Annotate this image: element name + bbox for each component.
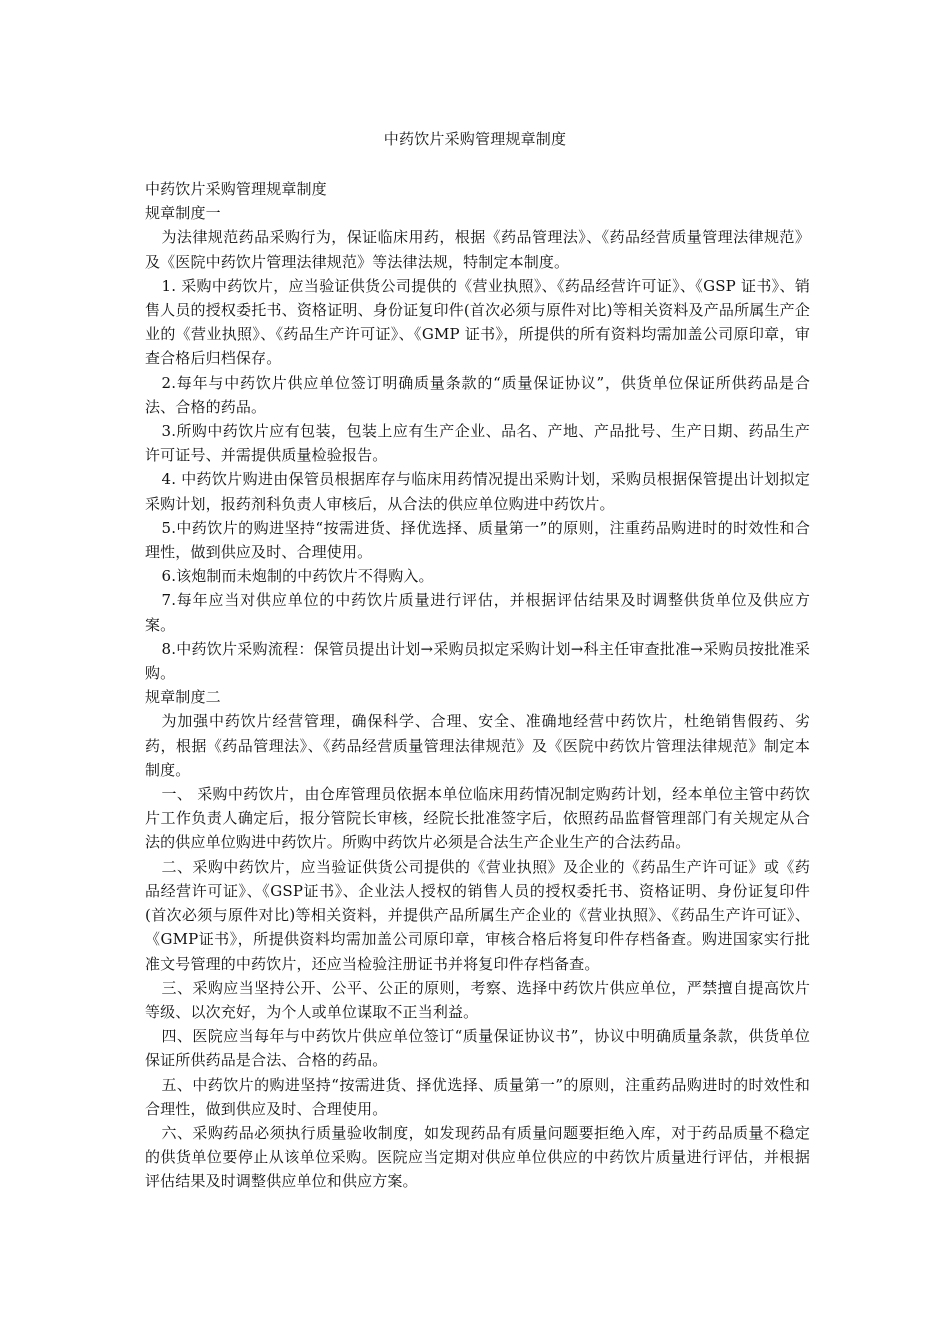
- paragraph: 五、中药饮片的购进坚持“按需进货、择优选择、质量第一”的原则，注重药品购进时的时效性和合理性，做到供应及时、合理使用。: [145, 1075, 810, 1118]
- paragraph: 为加强中药饮片经营管理，确保科学、合理、安全、准确地经营中药饮片，杜绝销售假药、劣药，根据《药品管理法》、《药品经营质量管理法律规范》及《医院中药饮片管理法律规范》制定本制度。: [145, 712, 810, 779]
- document-body: [145, 177, 810, 1194]
- paragraph: 四、医院应当每年与中药饮片供应单位签订“质量保证协议书”，协议中明确质量条款，供货单位保证所供药品是合法、合格的药品。: [145, 1027, 810, 1070]
- section-heading: 规章制度一: [145, 204, 221, 223]
- paragraph: 一、 采购中药饮片，由仓库管理员依据本单位临床用药情况制定购药计划，经本单位主管中药饮片工作负责人确定后，报分管院长审核，经院长批准签字后，依照药品监督管理部门有关规定从合法的供应单位购进中药饮片。所购中药饮片必须是合法生产企业生产的合法药品。: [145, 785, 810, 852]
- paragraph: 2.每年与中药饮片供应单位签订明确质量条款的“质量保证协议”，供货单位保证所供药品是合法、合格的药品。: [145, 373, 810, 416]
- paragraph: 3.所购中药饮片应有包装，包装上应有生产企业、品名、产地、产品批号、生产日期、药品生产许可证号、并需提供质量检验报告。: [145, 422, 810, 465]
- paragraph: 5.中药饮片的购进坚持“按需进货、择优选择、质量第一”的原则，注重药品购进时的时效性和合理性，做到供应及时、合理使用。: [145, 518, 810, 562]
- paragraph: 6.该炮制而未炮制的中药饮片不得购入。: [161, 567, 434, 586]
- document-subtitle: 中药饮片采购管理规章制度: [145, 180, 327, 198]
- paragraph: 8.中药饮片采购流程：保管员提出计划→采购员拟定采购计划→科主任审查批准→采购员按批准采购。: [145, 639, 810, 683]
- paragraph: 7.每年应当对供应单位的中药饮片质量进行评估，并根据评估结果及时调整供货单位及供应方案。: [145, 591, 810, 634]
- paragraph: 为法律规范药品采购行为，保证临床用药，根据《药品管理法》、《药品经营质量管理法律规范》及《医院中药饮片管理法律规范》等法律法规，特制定本制度。: [145, 228, 810, 271]
- document-title: 中药饮片采购管理规章制度: [383, 130, 567, 148]
- section-heading: 规章制度二: [145, 688, 221, 707]
- paragraph: 三、采购应当坚持公开、公平、公正的原则，考察、选择中药饮片供应单位，严禁擅自提高饮片等级、以次充好，为个人或单位谋取不正当利益。: [145, 978, 810, 1021]
- paragraph: 二、采购中药饮片，应当验证供货公司提供的《营业执照》及企业的《药品生产许可证》或《药品经营许可证》、《GSP证书》、企业法人授权的销售人员的授权委托书、资格证明、身份证复印件(首次必须与原件对比)等相关资料，并提供产品所属生产企业的《营业执照》、《药品生产许可证》、《GMP证书》，所提供资料均需加盖公司原印章，审核合格后将复印件存档备查。购进国家实行批准文号管理的中药饮片，还应当检验注册证书并将复印件存档备查。: [145, 857, 810, 973]
- paragraph: 4. 中药饮片购进由保管员根据库存与临床用药情况提出采购计划，采购员根据保管提出计划拟定采购计划，报药剂科负责人审核后，从合法的供应单位购进中药饮片。: [145, 470, 810, 513]
- paragraph: 1. 采购中药饮片，应当验证供货公司提供的《营业执照》、《药品经营许可证》、《GSP 证书》、销售人员的授权委托书、资格证明、身份证复印件(首次必须与原件对比)等相关资料及产品所属生产企业的《营业执照》、《药品生产许可证》、《GMP 证书》，所提供的所有资料均需加盖公司原印章，审查合格后归档保存。: [145, 276, 810, 368]
- paragraph: 六、采购药品必须执行质量验收制度，如发现药品有质量问题要拒绝入库，对于药品质量不稳定的供货单位要停止从该单位采购。医院应当定期对供应单位供应的中药饮片质量进行评估，并根据评估结果及时调整供应单位和供应方案。: [145, 1123, 810, 1191]
